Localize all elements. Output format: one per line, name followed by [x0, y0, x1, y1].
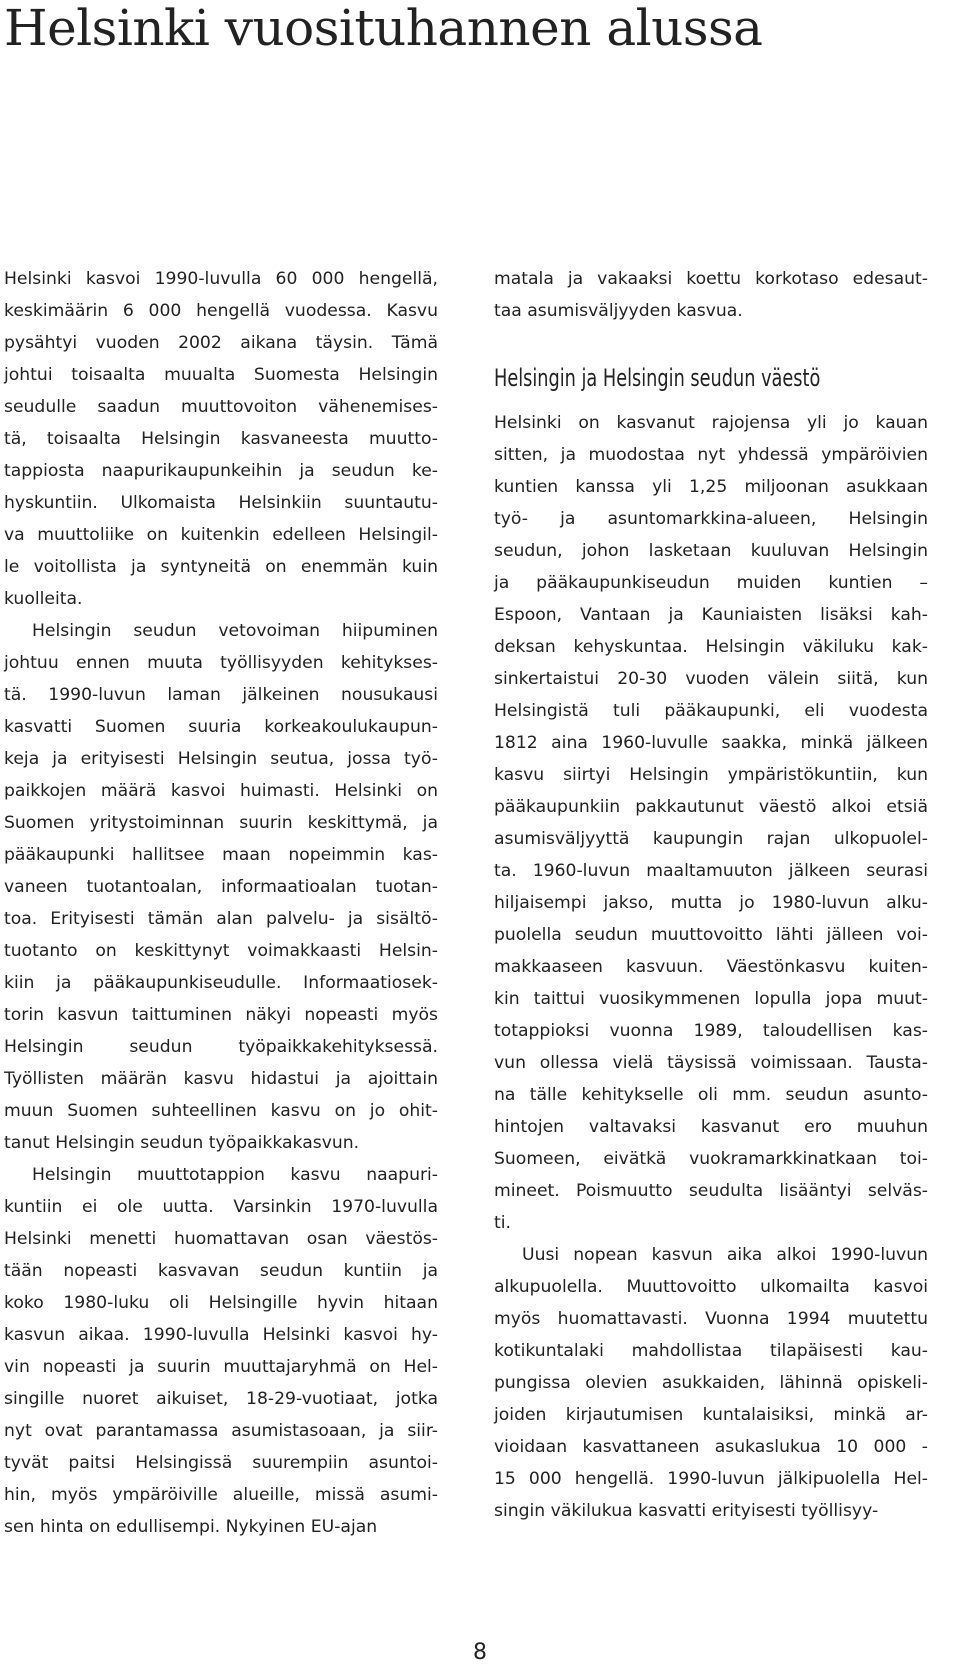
- text-line: ta. 1960-luvun maaltamuuton jälkeen seurasi: [494, 861, 928, 881]
- left-column: [4, 263, 438, 1543]
- text-line: keskimäärin 6 000 hengellä vuodessa. Kasvu: [4, 301, 438, 321]
- text-line: Helsingin seudun vetovoiman hiipuminen: [32, 621, 438, 641]
- text-line: Suomeen, eivätkä vuokramarkkinatkaan toi-: [494, 1149, 928, 1169]
- text-line: seudulle saadun muuttovoiton vähenemises-: [4, 397, 438, 417]
- text-line: Uusi nopean kasvun aika alkoi 1990-luvun: [522, 1245, 928, 1265]
- text-line: ja pääkaupunkiseudun muiden kuntien –: [494, 573, 928, 593]
- text-line: matala ja vakaaksi koettu korkotaso edesaut-: [494, 269, 928, 289]
- text-line: makkaaseen kasvuun. Väestönkasvu kuiten-: [494, 957, 928, 977]
- text-line: Helsinki menetti huomattavan osan väestös-: [4, 1229, 438, 1249]
- text-line: asumisväljyyttä kaupungin rajan ulkopuolel-: [494, 829, 928, 849]
- text-line: pungissa olevien asukkaiden, lähinnä opiskeli-: [494, 1373, 928, 1393]
- paragraph: [4, 263, 438, 615]
- text-line: keja ja erityisesti Helsingin seutua, jossa työ-: [4, 749, 438, 769]
- page-number: 8: [473, 1640, 487, 1665]
- text-line: Helsinki kasvoi 1990-luvulla 60 000 hengellä,: [4, 269, 438, 289]
- text-line: taa asumisväljyyden kasvua.: [494, 301, 743, 321]
- text-line: tyvät paitsi Helsingissä suurempiin asuntoi-: [4, 1453, 438, 1473]
- text-line: alkupuolella. Muuttovoitto ulkomailta kasvoi: [494, 1277, 928, 1297]
- text-line: totappioksi vuonna 1989, taloudellisen kas-: [494, 1021, 928, 1041]
- text-line: työ- ja asuntomarkkina-alueen, Helsingin: [494, 509, 928, 529]
- text-line: 15 000 hengellä. 1990-luvun jälkipuolella Hel-: [494, 1469, 928, 1489]
- text-line: le voitollista ja syntyneitä on enemmän kuin: [4, 557, 438, 577]
- text-line: hin, myös ympäröiville alueille, missä asumi-: [4, 1485, 438, 1505]
- text-line: toa. Erityisesti tämän alan palvelu- ja sisältö-: [4, 909, 438, 929]
- text-line: Helsinki on kasvanut rajojensa yli jo kauan: [494, 413, 928, 433]
- text-line: singille nuoret aikuiset, 18-29-vuotiaat, jotka: [4, 1389, 438, 1409]
- text-line: Helsingin muuttotappion kasvu naapuri-: [32, 1165, 438, 1185]
- text-line: torin kasvun taittuminen näkyi nopeasti myös: [4, 1005, 438, 1025]
- text-line: johtuu ennen muuta työllisyyden kehitykses-: [4, 653, 438, 673]
- text-line: tuotanto on keskittynyt voimakkaasti Helsin-: [4, 941, 438, 961]
- paragraph: [494, 407, 928, 1239]
- text-line: singin väkilukua kasvatti erityisesti työllisyy-: [494, 1501, 879, 1521]
- text-line: ti.: [494, 1213, 511, 1233]
- text-line: Helsingistä tuli pääkaupunki, eli vuodesta: [494, 701, 928, 721]
- text-line: va muuttoliike on kuitenkin edelleen Helsingil-: [4, 525, 438, 545]
- text-line: hiljaisempi jakso, mutta jo 1980-luvun alku-: [494, 893, 928, 913]
- text-line: vun ollessa vielä täysissä voimissaan. Tausta-: [494, 1053, 928, 1073]
- text-line: pääkaupunkiin pakkautunut väestö alkoi etsiä: [494, 797, 928, 817]
- text-line: tanut Helsingin seudun työpaikkakasvun.: [4, 1133, 360, 1153]
- text-line: kiin ja pääkaupunkiseudulle. Informaatiosek-: [4, 973, 438, 993]
- text-line: puolella seudun muuttovoitto lähti jälleen voi-: [494, 925, 928, 945]
- paragraph: [4, 1159, 438, 1543]
- text-line: sitten, ja muodostaa nyt yhdessä ympäröivien: [494, 445, 928, 465]
- text-line: kuntien kanssa yli 1,25 miljoonan asukkaan: [494, 477, 928, 497]
- text-line: na tälle kehitykselle oli mm. seudun asunto-: [494, 1085, 928, 1105]
- text-line: kuntiin ei ole uutta. Varsinkin 1970-luvulla: [4, 1197, 438, 1217]
- text-line: paikkojen määrä kasvoi huimasti. Helsinki on: [4, 781, 438, 801]
- text-line: vin nopeasti ja suurin muuttajaryhmä on Hel-: [4, 1357, 438, 1377]
- text-line: tä. 1990-luvun laman jälkeinen nousukausi: [4, 685, 438, 705]
- text-line: myös huomattavasti. Vuonna 1994 muutettu: [494, 1309, 928, 1329]
- right-column: [494, 263, 928, 1527]
- text-line: kotikuntalaki mahdollistaa tilapäisesti kau-: [494, 1341, 928, 1361]
- text-line: hintojen valtavaksi kasvanut ero muuhun: [494, 1117, 928, 1137]
- text-line: johtui toisaalta muualta Suomesta Helsingin: [4, 365, 438, 385]
- text-line: nyt ovat parantamassa asumistasoaan, ja siir-: [4, 1421, 438, 1441]
- text-line: kasvun aikaa. 1990-luvulla Helsinki kasvoi hy-: [4, 1325, 438, 1345]
- paragraph: [494, 1239, 928, 1527]
- text-line: hyskuntiin. Ulkomaista Helsinkiin suuntautu-: [4, 493, 438, 513]
- text-line: deksan kehyskuntaa. Helsingin väkiluku kak-: [494, 637, 928, 657]
- text-line: seudun, johon lasketaan kuuluvan Helsingin: [494, 541, 928, 561]
- text-line: kasvatti Suomen suuria korkeakoulukaupun-: [4, 717, 438, 737]
- page-title: Helsinki vuosituhannen alussa: [4, 0, 763, 57]
- text-line: tappiosta naapurikaupunkeihin ja seudun ke-: [4, 461, 438, 481]
- text-line: Helsingin seudun työpaikkakehityksessä.: [4, 1037, 438, 1057]
- paragraph: [4, 615, 438, 1159]
- text-line: sen hinta on edullisempi. Nykyinen EU-ajan: [4, 1517, 378, 1537]
- paragraph: [494, 263, 928, 327]
- text-line: Suomen yritystoiminnan suurin keskittymä, ja: [4, 813, 438, 833]
- text-line: kasvu siirtyi Helsingin ympäristökuntiin, kun: [494, 765, 928, 785]
- text-line: joiden kirjautumisen kuntalaisiksi, minkä ar-: [494, 1405, 928, 1425]
- section-heading: Helsingin ja Helsingin seudun väestö: [494, 364, 821, 392]
- text-line: mineet. Poismuutto seudulta lisääntyi selväs-: [494, 1181, 928, 1201]
- text-line: Espoon, Vantaan ja Kauniaisten lisäksi kah-: [494, 605, 928, 625]
- text-line: muun Suomen suhteellinen kasvu on jo ohit-: [4, 1101, 438, 1121]
- text-line: sinkertaistui 20-30 vuoden välein siitä, kun: [494, 669, 928, 689]
- text-line: kin taittui vuosikymmenen lopulla jopa muut-: [494, 989, 928, 1009]
- text-line: tään nopeasti kasvavan seudun kuntiin ja: [4, 1261, 438, 1281]
- text-line: pysähtyi vuoden 2002 aikana täysin. Tämä: [4, 333, 438, 353]
- text-line: vioidaan kasvattaneen asukaslukua 10 000 -: [494, 1437, 928, 1457]
- text-line: 1812 aina 1960-luvulle saakka, minkä jälkeen: [494, 733, 928, 753]
- text-line: pääkaupunki hallitsee maan nopeimmin kas-: [4, 845, 438, 865]
- text-line: kuolleita.: [4, 589, 83, 609]
- text-line: koko 1980-luku oli Helsingille hyvin hitaan: [4, 1293, 438, 1313]
- text-line: vaneen tuotantoalan, informaatioalan tuotan-: [4, 877, 438, 897]
- text-line: tä, toisaalta Helsingin kasvaneesta muutto-: [4, 429, 438, 449]
- text-line: Työllisten määrän kasvu hidastui ja ajoittain: [4, 1069, 438, 1089]
